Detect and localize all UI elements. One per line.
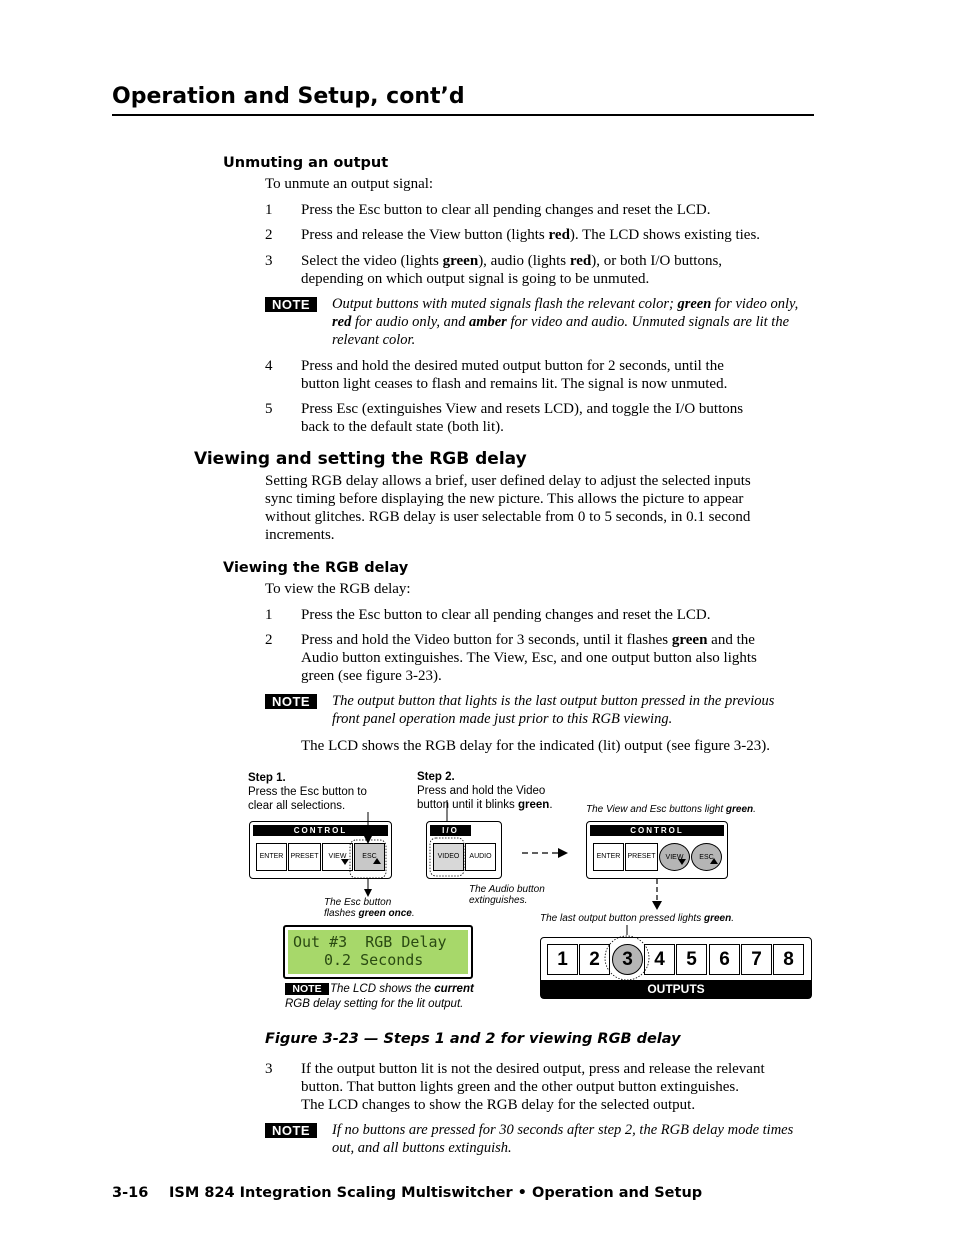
- lcd-line-2: 0.2 Seconds: [324, 951, 424, 969]
- output-button-6[interactable]: 6: [709, 944, 740, 975]
- output-button-7[interactable]: 7: [741, 944, 772, 975]
- note-badge: NOTE: [265, 694, 317, 709]
- step-number: 2: [265, 227, 273, 243]
- step-number: 5: [265, 401, 273, 417]
- step-number: 3: [265, 1061, 273, 1077]
- esc-button[interactable]: ESC: [354, 843, 385, 871]
- lcd-paragraph: The LCD shows the RGB delay for the indicated (lit) output (see figure 3-23).: [301, 738, 771, 754]
- outputs-panel: [540, 937, 812, 999]
- unmute-intro: To unmute an output signal:: [265, 176, 434, 192]
- unmute-heading: Unmuting an output: [223, 155, 389, 171]
- down-arrow-icon: [678, 859, 686, 865]
- footer-title: ISM 824 Integration Scaling Multiswitcher • Operation and Setup: [169, 1185, 703, 1201]
- esc-flash-caption: The Esc button flashes green once.: [324, 897, 415, 919]
- step-number: 3: [265, 253, 273, 269]
- io-label: I/O: [430, 825, 471, 836]
- output-button-3-lit[interactable]: 3: [612, 944, 643, 975]
- step2-annotation-lines: [420, 800, 590, 880]
- view-step-2: Press and hold the Video button for 3 seconds, until it flashes green and the Audio button extinguishes. The View, Esc, and one output button also lights green (see figure 3-23).: [301, 632, 757, 684]
- note-badge: NOTE: [265, 1123, 317, 1138]
- output-3-flash-marks: [602, 925, 652, 985]
- unmute-step-3: Select the video (lights green), audio (lights red), or both I/O buttons, depending on which output signal is going to be unmuted.: [301, 253, 723, 287]
- rgb-note: The output button that lights is the last output button pressed in the previous front panel operation made just prior to this RGB viewing.: [332, 693, 775, 727]
- lcd-line-1: Out #3 RGB Delay: [293, 933, 447, 951]
- output-button-4[interactable]: 4: [644, 944, 675, 975]
- page-title: Operation and Setup, cont’d: [112, 84, 465, 109]
- rgb-paragraph: Setting RGB delay allows a brief, user defined delay to adjust the selected inputs sync timing before displaying the new picture. This allows the picture to appear without glitches. RGB delay is user selectable from 0 to 5 seconds, in 0.1 second increments.: [265, 473, 751, 543]
- step-number: 1: [265, 607, 273, 623]
- rgb-heading: Viewing and setting the RGB delay: [194, 449, 527, 469]
- lcd-note-line1: The LCD shows the current: [330, 983, 474, 995]
- unmute-step-2: Press and release the View button (lights red). The LCD shows existing ties.: [301, 227, 761, 243]
- output-button-8[interactable]: 8: [773, 944, 804, 975]
- step-number: 4: [265, 358, 273, 374]
- view-step-3: If the output button lit is not the desired output, press and release the relevant button. That button lights green and the other output button extinguishes. The LCD changes to show the RGB delay for the selected output.: [301, 1061, 765, 1113]
- figure-caption: Figure 3-23 — Steps 1 and 2 for viewing RGB delay: [265, 1031, 681, 1047]
- esc-button-lit[interactable]: ESC: [691, 843, 722, 871]
- lcd-screen: [288, 930, 468, 974]
- outputs-row: [545, 942, 807, 976]
- view-button[interactable]: VIEW: [322, 843, 353, 871]
- control-panel-result: [586, 821, 728, 879]
- unmute-step-4: Press and hold the desired muted output button for 2 seconds, until the button light ceases to flash and remains lit. The signal is now unmuted.: [301, 358, 728, 392]
- unmute-step-5: Press Esc (extinguishes View and resets LCD), and toggle the I/O buttons back to the default state (both lit).: [301, 401, 744, 435]
- enter-button[interactable]: ENTER: [256, 843, 287, 871]
- header-rule: [112, 114, 814, 116]
- up-arrow-icon: [710, 858, 718, 864]
- step-number: 2: [265, 632, 273, 648]
- control-label: CONTROL: [590, 825, 724, 836]
- unmute-step-1: Press the Esc button to clear all pending changes and reset the LCD.: [301, 202, 711, 218]
- step-number: 1: [265, 202, 273, 218]
- view-rgb-heading: Viewing the RGB delay: [223, 560, 409, 576]
- output-button-2[interactable]: 2: [579, 944, 610, 975]
- enter-button[interactable]: ENTER: [593, 843, 624, 871]
- lcd-note-line2: RGB delay setting for the lit output.: [285, 998, 464, 1010]
- note-badge: NOTE: [265, 297, 317, 312]
- output-button-5[interactable]: 5: [676, 944, 707, 975]
- control-label: CONTROL: [253, 825, 388, 836]
- unmute-note: Output buttons with muted signals flash the relevant color; green for video only, red for audio only, and amber for video and audio. Unmuted signals are lit the relevant color.: [332, 296, 799, 348]
- preset-button[interactable]: PRESET: [625, 843, 658, 871]
- last-output-caption: The last output button pressed lights green.: [540, 913, 735, 924]
- result-arrow: [650, 877, 664, 917]
- preset-button[interactable]: PRESET: [288, 843, 321, 871]
- lcd-frame: [283, 925, 473, 979]
- page-number: 3-16: [112, 1185, 149, 1201]
- fig-step1-text: Step 1. Press the Esc button to clear all selections.: [248, 772, 367, 812]
- audio-extinguish-caption: The Audio button extinguishes.: [469, 884, 545, 906]
- view-button-lit[interactable]: VIEW: [659, 843, 690, 871]
- output-button-1[interactable]: 1: [547, 944, 578, 975]
- lcd-note-badge: NOTE: [285, 983, 329, 995]
- video-button[interactable]: VIDEO: [433, 843, 464, 871]
- fig-step2-text: Step 2. Press and hold the Video button until it blinks green.: [417, 771, 553, 811]
- outputs-label: OUTPUTS: [541, 980, 811, 998]
- timeout-note: If no buttons are pressed for 30 seconds after step 2, the RGB delay mode times out, and all buttons extinguish.: [332, 1122, 794, 1156]
- audio-button[interactable]: AUDIO: [465, 843, 496, 871]
- view-step-1: Press the Esc button to clear all pending changes and reset the LCD.: [301, 607, 711, 623]
- fig-view-esc-caption: The View and Esc buttons light green.: [586, 804, 756, 815]
- view-rgb-intro: To view the RGB delay:: [265, 581, 411, 597]
